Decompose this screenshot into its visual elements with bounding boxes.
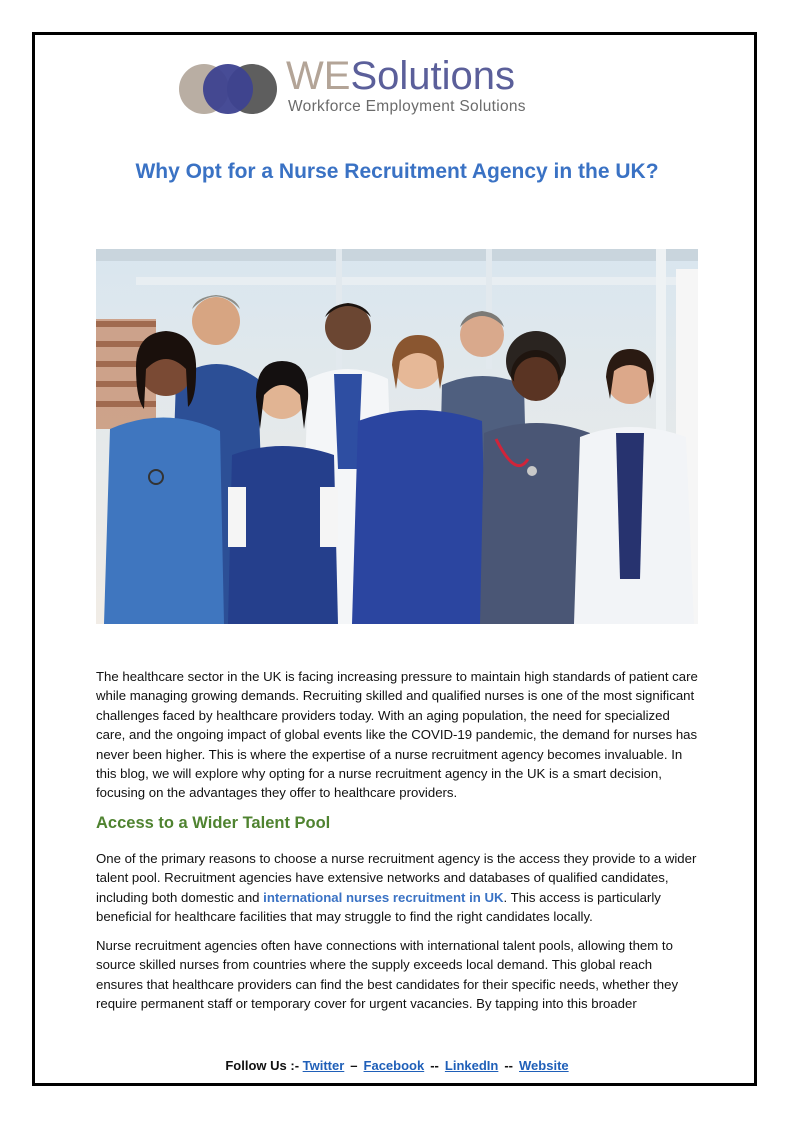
website-link[interactable]: Website [519,1058,569,1073]
footer-separator: -- [430,1058,439,1073]
logo-brand-we: WE [286,54,351,98]
section-heading-talent-pool: Access to a Wider Talent Pool [96,814,331,832]
talent-pool-paragraph-start: One of the primary reasons to choose a nurse recruitment agency is the access they provide to a wider talent pool. Recruitment agencies have extensive networks and databases of qualified candidates, including both domestic and [96,851,697,905]
logo-circles-icon [178,62,278,116]
nurses-illustration [96,249,698,624]
footer-social-links [40,1058,754,1073]
wesolutions-logo[interactable] [178,54,618,120]
talent-pool-paragraph-end: . This access is particularly beneficial for healthcare facilities that may struggle to find the right candidates locally. [96,889,661,925]
logo-brand-solutions: Solutions [350,54,515,98]
logo-brand-name [286,54,515,98]
logo-tagline: Workforce Employment Solutions [288,98,526,115]
page-title: Why Opt for a Nurse Recruitment Agency in the UK? [135,160,659,183]
international-talent-paragraph: Nurse recruitment agencies often have connections with international talent pools, allowing them to source skilled nurses from countries where the supply exceeds local demand. This global reach ensures that healthcare providers can find the best candidates for their specific needs, whether they require permanent staff or temporary cover for urgent vacancies. By tapping into this broader [96,938,679,1012]
twitter-link[interactable]: Twitter [302,1058,345,1073]
linkedin-link[interactable]: LinkedIn [444,1058,499,1073]
footer-follow-label: Follow Us :- [225,1058,303,1073]
facebook-link[interactable]: Facebook [363,1058,425,1073]
group-of-nurses-photo [96,249,698,624]
footer-separator: -- [504,1058,514,1073]
footer-separator: – [350,1058,358,1073]
talent-pool-paragraph [96,849,700,927]
intro-paragraph: The healthcare sector in the UK is facing increasing pressure to maintain high standards of patient care while managing growing demands. Recruiting skilled and qualified nurses is one of the most significant challenges faced by healthcare providers today. With an aging population, the need for specialized care, and the ongoing impact of global events like the COVID-19 pandemic, the demand for nurses has never been higher. This is where the expertise of a nurse recruitment agency becomes invaluable. In this blog, we will explore why opting for a nurse recruitment agency in the UK is a smart decision, focusing on the advantages they offer to healthcare providers. [96,669,698,801]
international-nurses-recruitment-link[interactable]: international nurses recruitment in UK [263,889,504,905]
